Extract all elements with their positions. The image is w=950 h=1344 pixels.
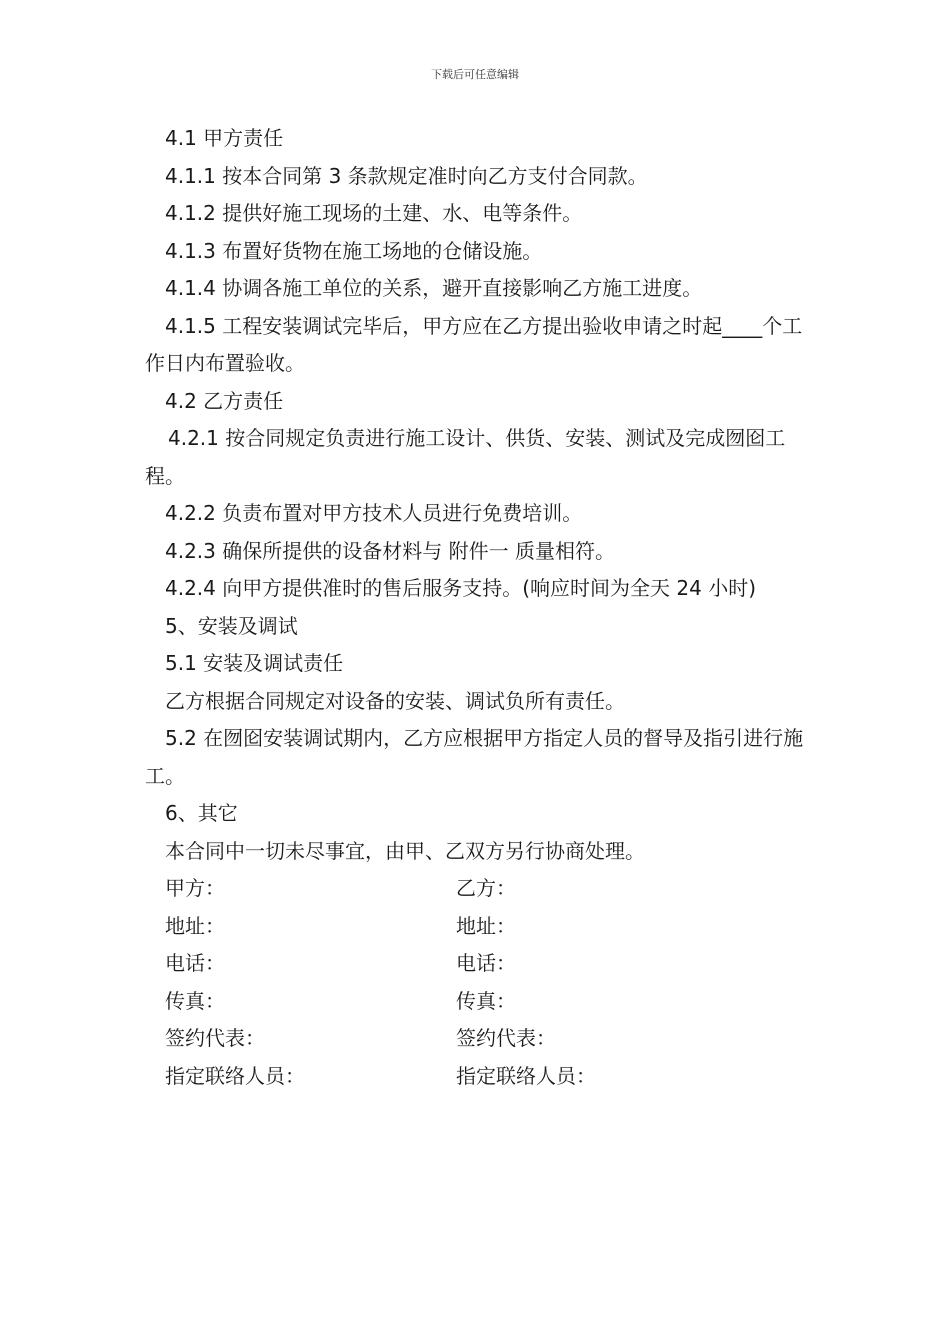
clause-paragraph: 4.1.5 工程安装调试完毕后，甲方应在乙方提出验收申请之时起____个工作日内布置验收。 (145, 313, 803, 375)
signature-row-address (145, 908, 810, 946)
section-heading: 4.1 甲方责任 (165, 126, 284, 150)
party-b-label: 乙方： (456, 876, 516, 900)
party-a-address-label: 地址： (165, 913, 225, 938)
section-heading: 6、其它 (165, 801, 238, 825)
clause-paragraph: 4.1.4 协调各施工单位的关系，避开直接影响乙方施工进度。 (165, 276, 703, 300)
party-a-phone-label: 电话： (165, 951, 225, 975)
clause-paragraph: 4.2.4 向甲方提供准时的售后服务支持。(响应时间为全天 24 小时) (165, 576, 757, 600)
party-a-contact-label: 指定联络人员： (165, 1063, 305, 1088)
signature-row-phone (145, 945, 810, 983)
section-heading: 5.1 安装及调试责任 (165, 651, 344, 675)
party-b-fax-label: 传真： (456, 988, 516, 1013)
clause-paragraph: 4.2.2 负责布置对甲方技术人员进行免费培训。 (165, 501, 583, 525)
party-a-representative-label: 签约代表： (165, 1026, 265, 1050)
document-body (145, 120, 810, 1095)
signature-row-party (145, 870, 810, 908)
clause-paragraph: 乙方根据合同规定对设备的安装、调试负所有责任。 (165, 688, 625, 713)
signature-row-contact (145, 1058, 810, 1096)
party-b-contact-label: 指定联络人员： (456, 1063, 596, 1088)
clause-paragraph: 本合同中一切未尽事宜，由甲、乙双方另行协商处理。 (165, 838, 645, 863)
section-heading: 4.2 乙方责任 (165, 388, 284, 413)
party-b-address-label: 地址： (456, 913, 516, 938)
party-b-representative-label: 签约代表： (456, 1026, 556, 1050)
clause-paragraph: 4.1.3 布置好货物在施工场地的仓储设施。 (165, 238, 543, 263)
section-heading: 5、安装及调试 (165, 613, 298, 638)
clause-paragraph: 4.2.3 确保所提供的设备材料与 附件一 质量相符。 (165, 538, 615, 563)
party-a-fax-label: 传真： (165, 988, 225, 1013)
clause-paragraph: 4.2.1 按合同规定负责进行施工设计、供货、安装、测试及完成囫囵工程。 (145, 426, 786, 488)
signature-row-representative (145, 1020, 810, 1058)
signature-row-fax (145, 983, 810, 1021)
clause-paragraph: 4.1.1 按本合同第 3 条款规定准时向乙方支付合同款。 (165, 163, 648, 188)
clause-paragraph: 5.2 在囫囵安装调试期内，乙方应根据甲方指定人员的督导及指引进行施工。 (145, 726, 804, 788)
party-a-label: 甲方： (165, 876, 225, 900)
page-header-note: 下载后可任意编辑 (431, 68, 519, 81)
clause-paragraph: 4.1.2 提供好施工现场的土建、水、电等条件。 (165, 201, 583, 225)
party-b-phone-label: 电话： (456, 951, 516, 975)
